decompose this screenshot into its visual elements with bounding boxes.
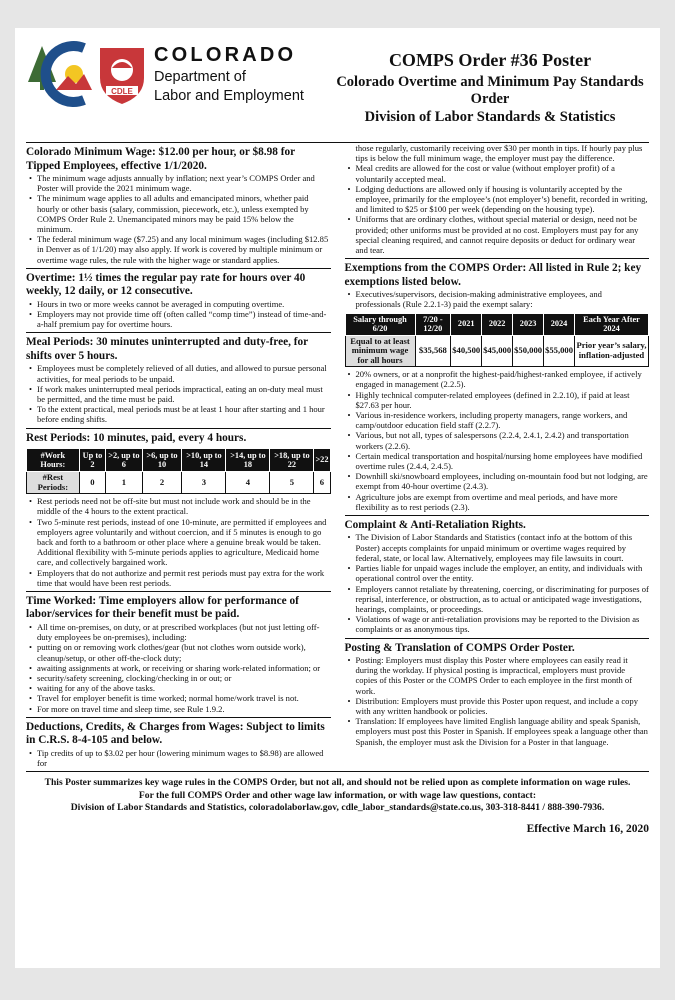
logo-wordmark	[154, 44, 304, 105]
rest-periods-table	[26, 448, 331, 494]
list-item: • All time on-premises, on duty, or at prescribed workplaces (but not just letting off-duty employees be on-premises), including:	[26, 622, 331, 642]
overtime-section	[26, 272, 331, 334]
poster-header	[26, 40, 649, 140]
list-item: • Various, but not all, types of salespersons (2.2.4, 2.4.1, 2.4.2) and transportation workers (2.2.6).	[345, 430, 650, 450]
table-header-cell: >2, up to 6	[106, 449, 142, 472]
overtime-list	[26, 299, 331, 330]
table-cell: $50,000	[513, 335, 544, 367]
list-item: • waiting for any of the above tasks.	[26, 683, 331, 693]
list-item: • Employers cannot retaliate by threatening, coercing, or discriminating for purposes of reprisal, interference, or obstruction, as to actual or anticipated wage investigations, hearings, complaints, or proceedings.	[345, 584, 650, 615]
list-item: • The minimum wage adjusts annually by inflation; next year’s COMPS Order and Poster will provide the 2021 minimum wage.	[26, 173, 331, 193]
meal-list	[26, 363, 331, 424]
list-item: • Violations of wage or anti-retaliation provisions may be reported to the Division as complaints or as anonymous tips.	[345, 614, 650, 634]
list-item: • Uniforms that are ordinary clothes, without special material or design, need not be provided; other uniforms must be provided at no cost. Employers must pay for any special cleaning required, and cannot require deposits or deduct for ordinary wear and tear.	[345, 214, 650, 255]
time-worked-heading: Time Worked: Time employers allow for performance of labor/services for their benefit must be paid.	[26, 594, 299, 621]
deductions-continued	[345, 143, 650, 259]
list-item: • Lodging deductions are allowed only if housing is voluntarily accepted by the employee, primarily for the employee’s (not employer’s) benefit, recorded in writing, and limited to $25 or $100 per week (depending on the housing type).	[345, 184, 650, 215]
work-hours-label: #Work Hours:	[27, 449, 80, 472]
list-item: • Parties liable for unpaid wages include the employer, an entity, and individuals with operational control over the entity.	[345, 563, 650, 583]
list-item: • Travel for employer benefit is time worked; normal home/work travel is not.	[26, 693, 331, 703]
rest-list	[26, 496, 331, 588]
table-cell: 2	[142, 472, 182, 494]
posting-heading: Posting & Translation of COMPS Order Poster.	[344, 641, 575, 654]
tip-credit-continued: those regularly, customarily receiving over $30 per month in tips. If hourly pay plus tips is below the full minimum wage, the employer must pay the difference.	[355, 143, 643, 164]
complaint-list	[345, 532, 650, 634]
meal-section	[26, 336, 331, 428]
list-item: • 20% owners, or at a nonprofit the highest-paid/highest-ranked employee, if actively engaged in management (2.2.5).	[345, 369, 650, 389]
poster-subtitle-2: Division of Labor Standards & Statistics	[364, 109, 616, 125]
table-cell: 4	[226, 472, 270, 494]
table-header-cell: Salary through 6/20	[345, 313, 415, 335]
table-cell: 5	[270, 472, 314, 494]
footer-line-1: This Poster summarizes key wage rules in the COMPS Order, but not all, and should not be relied upon as complete information on wage rules.	[44, 777, 631, 789]
list-item: • Executives/supervisors, decision-making administrative employees, and professionals (Rule 2.2.1-3) paid the exempt salary:	[345, 289, 650, 309]
table-header-cell: >14, up to 18	[226, 449, 270, 472]
table-header-cell: >18, up to 22	[270, 449, 314, 472]
deductions-list-continued	[345, 163, 650, 255]
list-item: • Agriculture jobs are exempt from overtime and meal periods, and have more flexibility as to rest periods (2.3).	[345, 492, 650, 512]
poster-subtitle-1: Colorado Overtime and Minimum Pay Standards Order	[336, 74, 644, 107]
list-item: • Two 5-minute rest periods, instead of one 10-minute, are permitted if employees and employers agree voluntarily and without coercion, and if 5 minutes is enough to go back and forth to a bathroom or other place where a genuine break would be taken. Additional flexibility with 5-minute periods applies to agriculture, Medicaid home care, and collectively bargained work.	[26, 517, 331, 568]
list-item: • The minimum wage applies to all adults and emancipated minors, whether paid hourly or other basis (salary, commission, piecework, etc.), unless exempted by COMPS Order Rule 2. Unemancipated minors may be paid 15% below the minimum.	[26, 193, 331, 234]
list-item: • Posting: Employers must display this Poster where employees can easily read it during the workday. If physical posting is impractical, employers must provide copies of this Poster or the COMPS Order to each employee in the first month of work.	[345, 655, 650, 696]
table-row	[27, 449, 331, 472]
list-item: • Highly technical computer-related employees (defined in 2.2.10), if paid at least $27.63 per hour.	[345, 390, 650, 410]
logo-dept-line2: Labor and Employment	[154, 87, 304, 104]
table-header-cell: 2024	[544, 313, 575, 335]
logo-colorado: COLORADO	[154, 43, 297, 66]
list-item: • For more on travel time and sleep time, see Rule 1.9.2.	[26, 704, 331, 714]
list-item: • Rest periods need not be off-site but must not include work and should be in the middle of the 4 hours to the extent practical.	[26, 496, 331, 516]
time-worked-section	[26, 595, 331, 718]
list-item: • Downhill ski/snowboard employees, including on-mountain food but not lodging, are exempt from 40-hour overtime (2.4.3).	[345, 471, 650, 491]
list-item: • putting on or removing work clothes/gear (but not clothes worn outside work), cleanup/setup, or other off-the-clock duty;	[26, 642, 331, 662]
table-header-cell: >6, up to 10	[142, 449, 182, 472]
table-row-label: Equal to at least minimum wage for all hours	[345, 335, 415, 367]
overtime-heading: Overtime: 1½ times the regular pay rate for hours over 40 weekly, 12 daily, or 12 consecutive.	[26, 271, 306, 298]
rest-periods-label: #Rest Periods:	[27, 472, 80, 494]
list-item: • The federal minimum wage ($7.25) and any local minimum wages (including $12.85 in Denver as of 1/1/20) may also apply. If work is covered by multiple minimum or overtime wage rules, the rule with the higher wage or standard applies.	[26, 234, 331, 265]
table-cell: 0	[79, 472, 105, 494]
complaint-section	[345, 519, 650, 639]
list-item: • Hours in two or more weeks cannot be averaged in computing overtime.	[26, 299, 331, 309]
list-item: • Tip credits of up to $3.02 per hour (lowering minimum wages to $8.98) are allowed for	[26, 748, 331, 768]
table-header-cell: 7/20 - 12/20	[415, 313, 451, 335]
list-item: • Various in-residence workers, including property managers, range workers, and camp/outdoor education field staff (2.2.7).	[345, 410, 650, 430]
meal-heading: Meal Periods: 30 minutes uninterrupted and duty-free, for shifts over 5 hours.	[26, 336, 308, 362]
cdle-logo	[26, 40, 331, 108]
table-header-cell: >22	[314, 449, 330, 472]
right-column	[345, 143, 650, 768]
left-column	[26, 143, 331, 768]
deductions-section	[26, 721, 331, 768]
posting-list	[345, 655, 650, 747]
poster-footer	[26, 771, 649, 815]
exemptions-section	[345, 262, 650, 516]
table-header-cell: 2023	[513, 313, 544, 335]
list-item: • awaiting assignments at work, or receiving or sharing work-related information; or	[26, 663, 331, 673]
table-row	[345, 313, 649, 335]
min-wage-heading: Colorado Minimum Wage: $12.00 per hour, or $8.98 for Tipped Employees, effective 1/1/2020.	[26, 146, 295, 172]
table-cell: 6	[314, 472, 330, 494]
table-cell: Prior year’s salary, inflation-adjusted	[575, 335, 649, 367]
table-header-cell: 2021	[451, 313, 482, 335]
list-item: • Translation: If employees have limited English language ability and speak Spanish, employers must post this Poster in Spanish. If employees speak a language other than Spanish, the employer must ask the Division for a Poster in that language.	[345, 716, 650, 747]
table-header-cell: Up to 2	[79, 449, 105, 472]
poster-title: COMPS Order #36 Poster	[388, 50, 592, 70]
list-item: • Distribution: Employers must provide this Poster upon request, and include a copy with any written handbook or policies.	[345, 696, 650, 716]
min-wage-list	[26, 173, 331, 265]
deductions-list	[26, 748, 331, 768]
effective-date: Effective March 16, 2020	[526, 822, 649, 835]
footer-line-2: For the full COMPS Order and other wage law information, or with wage law questions, contact:	[138, 789, 537, 801]
table-cell: $45,000	[482, 335, 513, 367]
table-row	[27, 472, 331, 494]
table-cell: $35,568	[415, 335, 451, 367]
list-item: • Employees must be completely relieved of all duties, and allowed to pursue personal activities, for meal periods to be unpaid.	[26, 363, 331, 383]
table-row	[345, 335, 649, 367]
table-cell: $40,500	[451, 335, 482, 367]
table-header-cell: 2022	[482, 313, 513, 335]
title-block	[331, 40, 649, 126]
table-cell: $55,000	[544, 335, 575, 367]
poster-page	[15, 28, 660, 968]
complaint-heading: Complaint & Anti-Retaliation Rights.	[344, 518, 526, 531]
logo-dept-line1: Department of	[154, 68, 246, 85]
content-columns	[26, 143, 649, 768]
rest-heading: Rest Periods: 10 minutes, paid, every 4 hours.	[26, 431, 247, 444]
exemptions-intro-list	[345, 289, 650, 309]
posting-section	[345, 642, 650, 747]
rest-section	[26, 432, 331, 592]
table-header-cell: Each Year After 2024	[575, 313, 649, 335]
table-cell: 1	[106, 472, 142, 494]
time-worked-list	[26, 622, 331, 714]
table-header-cell: >10, up to 14	[182, 449, 226, 472]
footer-contact: Division of Labor Standards and Statistics, coloradolaborlaw.gov, cdle_labor_standards@state.co.us, 303-318-8441 / 888-390-7936.	[70, 802, 605, 814]
table-cell: 3	[182, 472, 226, 494]
list-item: • security/safety screening, clocking/checking in or out; or	[26, 673, 331, 683]
list-item: • Meal credits are allowed for the cost or value (without employer profit) of a voluntarily accepted meal.	[345, 163, 650, 183]
list-item: • To the extent practical, meal periods must be at least 1 hour after starting and 1 hour before ending shifts.	[26, 404, 331, 424]
list-item: • The Division of Labor Standards and Statistics (contact info at the bottom of this Poster) accepts complaints for unpaid minimum or overtime wages required by federal, state, or local law. Alternatively, employees may file lawsuits in court.	[345, 532, 650, 563]
deductions-heading: Deductions, Credits, & Charges from Wages: Subject to limits in C.R.S. 8-4-105 and below.	[26, 720, 325, 747]
exempt-salary-table	[345, 313, 650, 368]
list-item: • Employers may not provide time off (often called “comp time”) instead of time-and-a-half premium pay for overtime hours.	[26, 309, 331, 329]
list-item: • If work makes uninterrupted meal periods impractical, eating an on-duty meal must be permitted, and the time must be paid.	[26, 384, 331, 404]
exemptions-list	[345, 369, 650, 512]
cdle-badge-text: CDLE	[111, 87, 133, 96]
exemptions-heading: Exemptions from the COMPS Order: All listed in Rule 2; key exemptions listed below.	[344, 262, 642, 288]
min-wage-section	[26, 146, 331, 269]
list-item: • Employers that do not authorize and permit rest periods must pay extra for the work time that would have been rest periods.	[26, 568, 331, 588]
colorado-c-logo-icon	[26, 40, 148, 108]
list-item: • Certain medical transportation and hospital/nursing home employees have modified overtime rules (2.4.4, 2.4.5).	[345, 451, 650, 471]
